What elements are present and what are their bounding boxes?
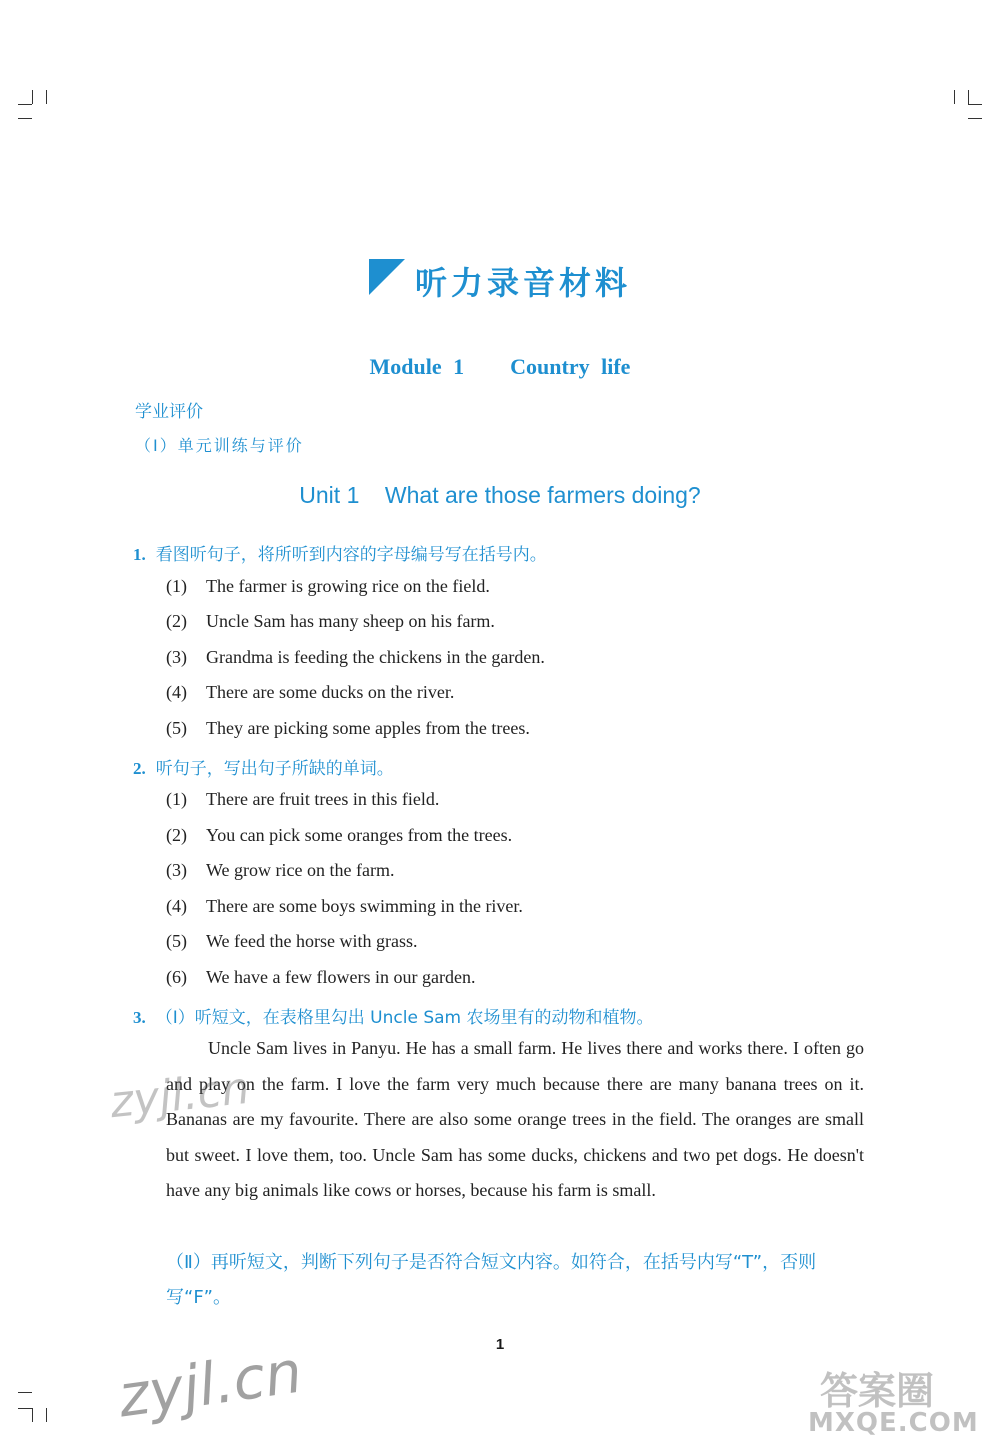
- question-instruction: 看图听句子，将所听到内容的字母编号写在括号内。: [155, 545, 547, 565]
- watermark-left: zyjl.cn: [114, 1337, 306, 1431]
- unit-heading: Unit 1 What are those farmers doing?: [299, 482, 701, 508]
- crop-mark-top-right: [954, 90, 955, 104]
- question-number: 2.: [133, 759, 146, 778]
- crop-mark-top-left: [32, 90, 33, 104]
- list-item: (3) Grandma is feeding the chickens in the garden.: [166, 647, 545, 667]
- watermark-right-url: MXQE.COM: [808, 1408, 979, 1438]
- list-item: (1) The farmer is growing rice on the field.: [166, 576, 490, 596]
- question-3-heading: [133, 1003, 654, 1028]
- listening-passage: Uncle Sam lives in Panyu. He has a small farm. He lives there and works there. I often go and play on the farm. I love the farm very much because there are many banana trees on it. Bananas are my favourite. There are also some orange trees in the field. The oranges are small but sweet. I love them, too. Uncle Sam has some ducks, chickens and two pet dogs. He doesn't have any big animals like cows or horses, because his farm is small.: [166, 1038, 864, 1201]
- list-item: (6) We have a few flowers in our garden.: [166, 967, 476, 987]
- list-item: (2) You can pick some oranges from the trees.: [166, 825, 513, 845]
- list-item: (1) There are fruit trees in this field.: [166, 789, 440, 809]
- question-1-heading: [133, 540, 547, 565]
- title-text: 听力录音材料: [414, 264, 631, 302]
- question-2-heading: [133, 754, 394, 779]
- question-instruction: （Ⅰ）听短文，在表格里勾出 Uncle Sam 农场里有的动物和植物。: [155, 1008, 654, 1028]
- title-triangle-icon: [369, 259, 405, 295]
- crop-mark-bottom-left: [18, 1408, 32, 1409]
- list-item: (4) There are some ducks on the river.: [166, 682, 455, 702]
- crop-mark-top-left: [18, 118, 32, 119]
- list-item: (5) We feed the horse with grass.: [166, 931, 418, 951]
- crop-mark-top-right: [968, 118, 982, 119]
- module-heading: Module 1 Country life: [369, 354, 631, 379]
- list-item: (5) They are picking some apples from the trees.: [166, 718, 530, 738]
- question-instruction: 听句子，写出句子所缺的单词。: [155, 759, 394, 779]
- list-item: (3) We grow rice on the farm.: [166, 860, 395, 880]
- subsection-heading: （Ⅰ）单元训练与评价: [135, 436, 304, 455]
- crop-mark-bottom-left: [18, 1392, 32, 1393]
- crop-mark-bottom-left: [32, 1408, 33, 1422]
- question-3-part-2: （Ⅱ）再听短文，判断下列句子是否符合短文内容。如符合，在括号内写“T”，否则写“F”。: [166, 1252, 817, 1308]
- crop-mark-bottom-left: [46, 1408, 47, 1422]
- page-title: [0, 258, 1000, 304]
- crop-mark-top-left: [18, 104, 32, 105]
- watermark-mid: zyjl.cn: [107, 1062, 252, 1129]
- crop-mark-top-left: [46, 90, 47, 104]
- crop-mark-top-right: [968, 90, 969, 104]
- question-number: 1.: [133, 545, 146, 564]
- watermark-right-logo: 答案圈: [820, 1369, 935, 1413]
- page-number: 1: [495, 1336, 505, 1353]
- list-item: (2) Uncle Sam has many sheep on his farm.: [166, 611, 495, 631]
- list-item: (4) There are some boys swimming in the river.: [166, 896, 523, 916]
- section-heading: 学业评价: [135, 402, 203, 422]
- crop-mark-top-right: [968, 104, 982, 105]
- question-number: 3.: [133, 1008, 146, 1027]
